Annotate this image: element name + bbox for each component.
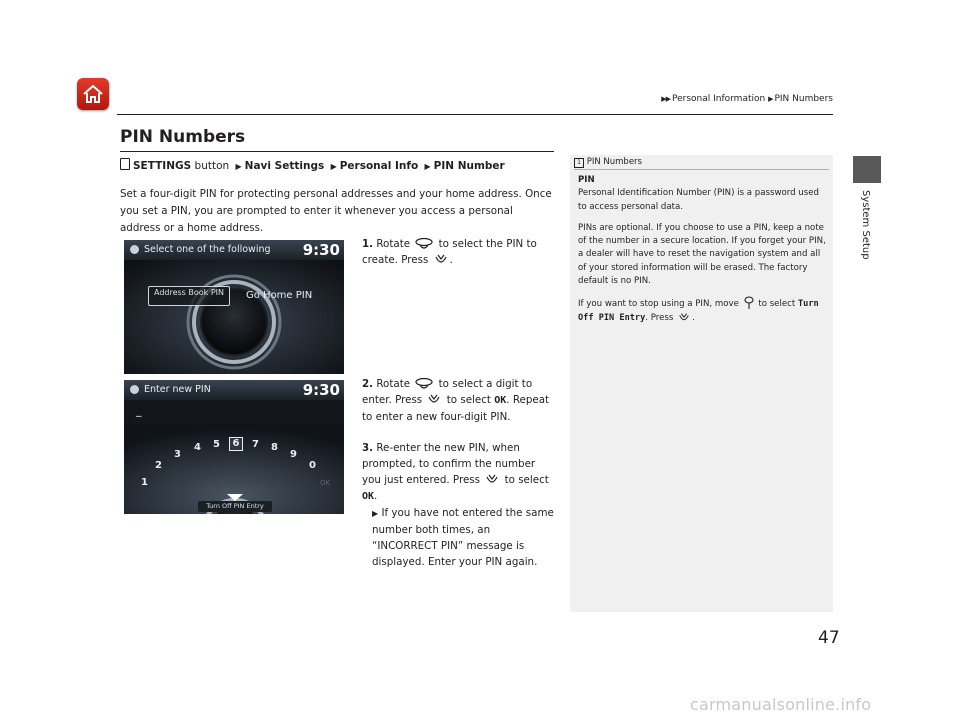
step-text: Rotate — [376, 378, 411, 390]
sidebar-term: PIN — [578, 175, 595, 185]
step-2 — [362, 376, 554, 425]
move-dial-icon — [744, 296, 754, 310]
step-3 — [362, 440, 554, 570]
sidebar-term-turn-off: Turn Off PIN Entry — [578, 299, 819, 323]
digit-key[interactable]: 8 — [271, 442, 278, 453]
section-tab-label: System Setup — [860, 190, 871, 260]
watermark: carmanualsonline.info — [690, 695, 872, 714]
breadcrumb-arrow-icon: ▶ — [768, 95, 773, 103]
step-number: 2. — [362, 378, 374, 390]
ok-label: OK — [362, 491, 375, 502]
interface-dial-graphic — [124, 260, 344, 374]
pin-entry-field[interactable] — [124, 400, 344, 424]
press-dial-icon — [427, 393, 441, 407]
sidebar-text: If you want to stop using a PIN, move — [578, 299, 739, 310]
screen-enter-pin — [124, 380, 344, 514]
screen-header-label: Enter new PIN — [144, 384, 211, 395]
step-number: 3. — [362, 442, 374, 454]
digit-key[interactable]: 4 — [194, 442, 201, 453]
nav-arrow-icon: ▶ — [424, 162, 431, 171]
step-text: Rotate — [376, 238, 411, 250]
settings-gear-icon — [130, 385, 139, 394]
page-number: 47 — [818, 628, 840, 648]
rotate-dial-icon — [415, 237, 433, 251]
sidebar-heading-text: PIN Numbers — [586, 157, 642, 167]
home-button[interactable] — [77, 78, 109, 110]
clock: 9:30 — [302, 241, 340, 259]
ok-label: OK — [494, 395, 507, 406]
sidebar-text: to select — [758, 299, 796, 310]
rotate-dial-icon — [415, 377, 433, 391]
nav-arrow-icon: ▶ — [330, 162, 337, 171]
sidebar-divider — [574, 169, 829, 170]
screen-header-label: Select one of the following — [144, 244, 271, 255]
digit-key[interactable]: 9 — [290, 449, 297, 460]
digit-key[interactable]: 3 — [174, 449, 181, 460]
press-dial-icon — [678, 312, 690, 324]
note-arrow-icon: ▶ — [372, 509, 379, 518]
nav-step: Personal Info — [339, 160, 419, 172]
nav-button-suffix: button — [194, 160, 230, 172]
breadcrumb — [640, 94, 833, 104]
settings-button-icon — [120, 158, 130, 170]
step-1 — [362, 236, 554, 268]
step-text: . Repeat to enter a new four-digit PIN. — [362, 394, 550, 423]
home-icon — [81, 82, 105, 106]
press-dial-icon — [434, 253, 448, 267]
screen-select-pin — [124, 240, 344, 374]
clock: 9:30 — [302, 381, 340, 399]
page-title: PIN Numbers — [120, 127, 246, 147]
step-text: to select a digit to enter. Press — [362, 378, 533, 406]
pin-entry-cursor: _ — [136, 404, 142, 417]
step-text: to select — [504, 474, 549, 486]
step-3-note — [362, 505, 554, 570]
turn-off-pin-entry-label: Turn Off PIN Entry — [206, 502, 264, 510]
nav-settings-button: SETTINGS — [133, 160, 192, 172]
nav-arrow-icon: ▶ — [235, 162, 242, 171]
digit-key[interactable]: 7 — [252, 439, 259, 450]
go-home-pin-label: Go Home PIN — [246, 290, 313, 301]
press-dial-icon — [485, 473, 499, 487]
address-book-pin-option[interactable] — [148, 286, 230, 306]
reference-icon: 1 — [574, 158, 584, 168]
digit-key-selected[interactable]: 6 — [229, 437, 243, 451]
digit-key[interactable]: 2 — [155, 460, 162, 471]
section-tab[interactable] — [853, 156, 881, 183]
settings-gear-icon — [130, 245, 139, 254]
nav-path — [120, 158, 505, 172]
step-text: to select the PIN to create. Press — [362, 238, 537, 266]
digit-key[interactable]: 0 — [309, 460, 316, 471]
step-text: to select — [446, 394, 491, 406]
go-home-pin-option[interactable] — [246, 290, 312, 301]
step-text: Re-enter the new PIN, when prompted, to confirm the number you just entered. Press — [362, 442, 536, 486]
turn-off-pin-entry-button[interactable] — [198, 501, 272, 512]
digit-key[interactable]: 1 — [141, 477, 148, 488]
breadcrumb-item[interactable]: PIN Numbers — [774, 94, 833, 104]
nav-step: Navi Settings — [244, 160, 325, 172]
sidebar-text: . — [692, 312, 695, 323]
intro-paragraph: Set a four-digit PIN for protecting personal addresses and your home address. Once you set a PIN, you are prompted to enter it whenever you access a personal address or a home address. — [120, 188, 552, 234]
note-text: If you have not entered the same number both times, an “INCORRECT PIN” message is displayed. Enter your PIN again. — [372, 507, 554, 568]
digit-key[interactable]: 5 — [213, 439, 220, 450]
step-text: . — [374, 490, 378, 502]
breadcrumb-arrow-icon: ▶▶ — [661, 95, 670, 103]
step-text: . — [449, 254, 453, 266]
sidebar-paragraph: PINs are optional. If you choose to use a PIN, keep a note of the number in a secure location. If you forget your PIN, a dealer will have to reset the navigation system and all of your stored information will be erased. The factory default is no PIN. — [578, 222, 826, 287]
sidebar-heading — [574, 157, 642, 168]
title-divider — [120, 151, 554, 152]
nav-step: PIN Number — [433, 160, 505, 172]
sidebar-definition: Personal Identification Number (PIN) is a password used to access personal data. — [578, 188, 819, 212]
header-divider — [117, 114, 833, 115]
address-book-pin-label: Address Book PIN — [153, 288, 225, 297]
breadcrumb-item[interactable]: Personal Information — [671, 94, 766, 104]
sidebar-body — [578, 174, 826, 333]
ok-key[interactable]: OK — [320, 479, 331, 487]
sidebar-text: . Press — [645, 312, 674, 323]
step-number: 1. — [362, 238, 374, 250]
